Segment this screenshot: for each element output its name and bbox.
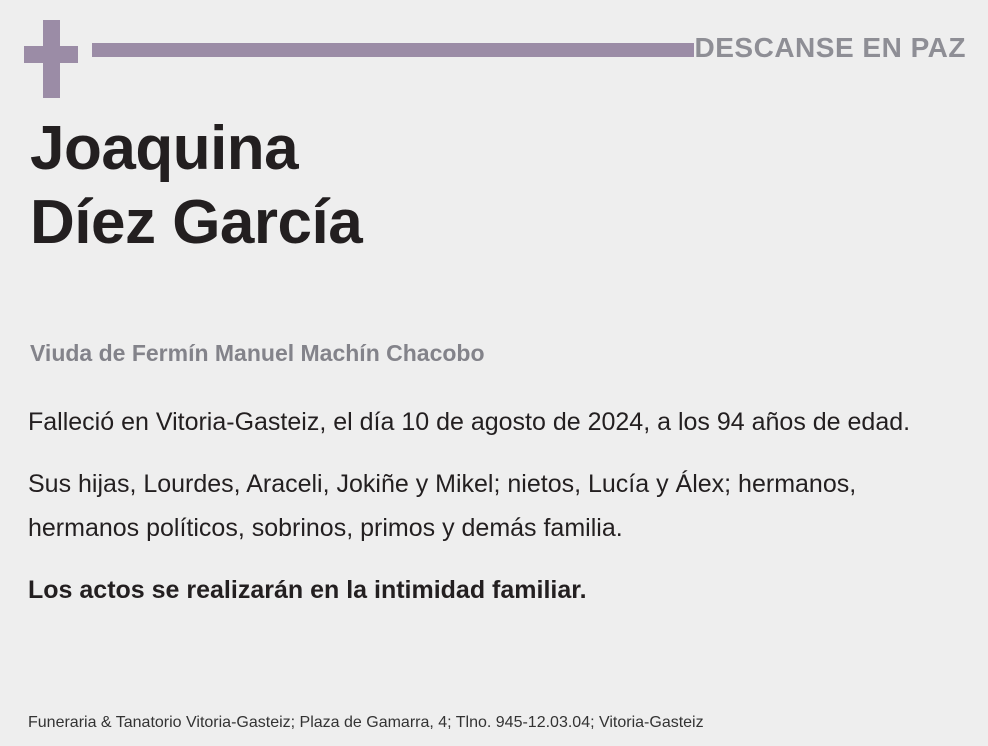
deceased-relationship: Viuda de Fermín Manuel Machín Chacobo [30, 340, 485, 366]
header-rule [92, 43, 694, 57]
funeral-home-info: Funeraria & Tanatorio Vitoria-Gasteiz; Plaza de Gamarra, 4; Tlno. 945-12.03.04; Vitoria-Gasteiz [28, 714, 704, 731]
notice-body [28, 400, 933, 612]
deceased-name [30, 112, 950, 260]
deceased-last-name: Díez García [30, 188, 363, 257]
rest-in-peace-label: DESCANSE EN PAZ [694, 32, 966, 63]
survivors-paragraph: Sus hijas, Lourdes, Araceli, Jokiñe y Mikel; nietos, Lucía y Álex; hermanos, hermanos políticos, sobrinos, primos y demás familia. [28, 470, 857, 542]
deceased-first-name: Joaquina [30, 114, 299, 183]
death-notice-paragraph: Falleció en Vitoria-Gasteiz, el día 10 de agosto de 2024, a los 94 años de edad. [28, 408, 911, 436]
cross-icon [24, 20, 78, 98]
ceremony-note-paragraph: Los actos se realizarán en la intimidad familiar. [28, 576, 587, 604]
notice-header [0, 0, 988, 106]
